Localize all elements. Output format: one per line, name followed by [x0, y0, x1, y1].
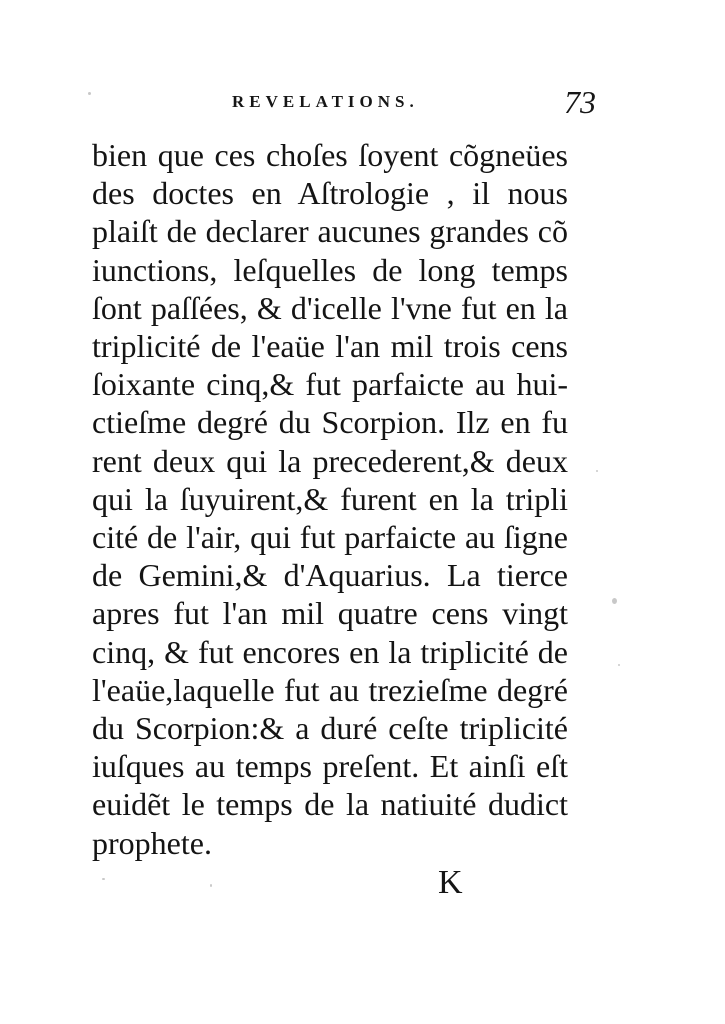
text-line: du Scorpion:& a duré ceſte triplicité	[92, 710, 568, 747]
paper-speck	[612, 598, 617, 604]
paper-speck	[102, 878, 105, 880]
text-line: rent deux qui la precederent,& deux	[92, 442, 568, 479]
paper-speck	[210, 884, 212, 887]
text-line: de Gemini,& d'Aquarius. La tierce	[92, 557, 568, 594]
text-line: plaiſt de declarer aucunes grandes cõ	[92, 213, 568, 250]
text-line: des doctes en Aſtrologie , il nous	[92, 175, 568, 212]
text-line: iunctions, leſquelles de long temps	[92, 251, 568, 288]
text-line: ctieſme degré du Scorpion. Ilz en fu	[92, 404, 568, 441]
text-line: prophete.	[92, 824, 212, 861]
text-line: apres fut l'an mil quatre cens vingt	[92, 595, 568, 632]
paper-speck	[596, 470, 598, 472]
running-head-title: REVELATIONS.	[232, 92, 419, 111]
body-text	[92, 136, 582, 862]
paper-speck	[88, 92, 91, 95]
text-line: cinq, & fut encores en la triplicité de	[92, 633, 568, 670]
text-line: cité de l'air, qui fut parfaicte au ſigne	[92, 519, 568, 556]
signature-mark: K	[438, 864, 463, 901]
paper-speck	[618, 664, 620, 666]
text-line: ſont paſſées, & d'icelle l'vne fut en la	[92, 289, 568, 326]
text-line: bien que ces choſes ſoyent cõgneües	[92, 137, 568, 173]
text-line: triplicité de l'eaüe l'an mil trois cens	[92, 328, 568, 365]
page-number: 73	[564, 84, 596, 120]
text-line: ſoixante cinq,& fut parfaicte au hui-	[92, 366, 568, 403]
text-line: qui la ſuyuirent,& furent en la tripli	[92, 480, 568, 517]
text-line: l'eaüe,laquelle fut au trezieſme degré	[92, 671, 568, 708]
text-line: euidẽt le temps de la natiuité dudict	[92, 786, 568, 823]
text-line: iuſques au temps preſent. Et ainſi eſt	[92, 748, 568, 785]
